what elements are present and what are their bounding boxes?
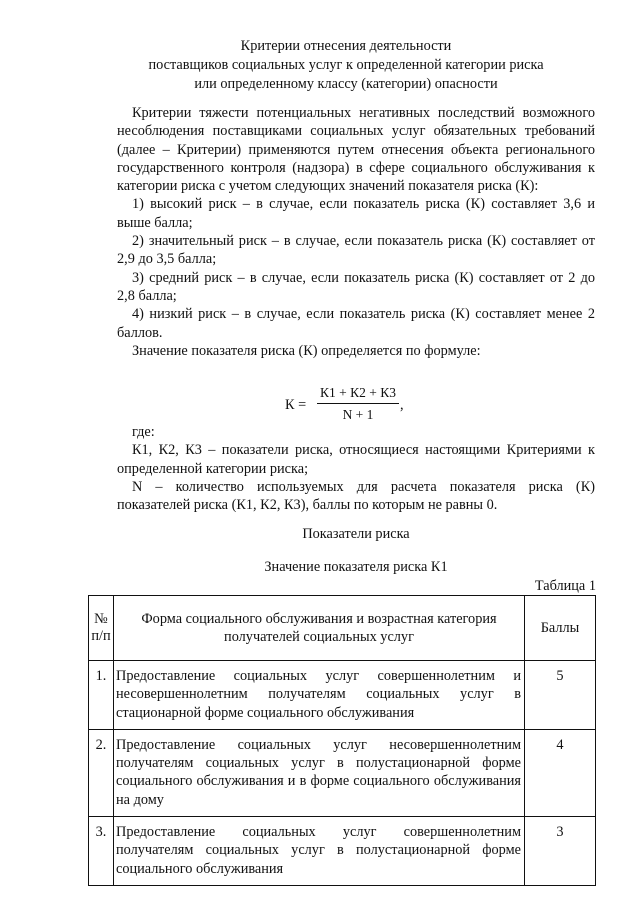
- formula-intro: Значение показателя риска (К) определяется по формуле:: [132, 342, 481, 359]
- title-line-3: или определенному классу (категории) опасности: [194, 76, 498, 92]
- header-number: № п/п: [89, 596, 114, 661]
- explanation-k: К1, К2, К3 – показатели риска, относящиеся настоящими Критериями к определенной категории риска;: [117, 442, 595, 477]
- formula-denominator: N + 1: [342, 407, 374, 422]
- risk-formula: [285, 384, 435, 424]
- table-row: [89, 661, 596, 730]
- risk-level-1: 1) высокий риск – в случае, если показатель риска (К) составляет 3,6 и выше балла;: [117, 196, 595, 231]
- header-score: Баллы: [525, 596, 596, 661]
- row-number: 2.: [89, 729, 114, 816]
- row-description: Предоставление социальных услуг совершеннолетним и несовершеннолетним получателям социальных услуг в стационарной форме социального обслуживания: [114, 661, 525, 730]
- explanation-n: N – количество используемых для расчета показателя риска (К) показателей риска (К1, К2, К3), баллы по которым не равны 0.: [117, 478, 595, 514]
- where-label: где:: [132, 424, 155, 440]
- formula-fraction-bar: [317, 403, 399, 404]
- row-number: 1.: [89, 661, 114, 730]
- table-header-row: [89, 596, 596, 661]
- risk-level-2: 2) значительный риск – в случае, если показатель риска (К) составляет от 2,9 до 3,5 балла;: [117, 233, 595, 268]
- row-number: 3.: [89, 817, 114, 886]
- row-score: 4: [525, 729, 596, 816]
- title-line-1: Критерии отнесения деятельности: [240, 38, 452, 54]
- row-description: Предоставление социальных услуг совершеннолетним получателям социальных услуг в полустационарной форме социального обслуживания: [114, 817, 525, 886]
- formula-numerator: К1 + К2 + К3: [320, 385, 396, 400]
- document-title: [96, 37, 596, 94]
- table-caption: Таблица 1: [534, 578, 596, 594]
- table-title: Значение показателя риска К1: [264, 559, 448, 575]
- title-line-2: поставщиков социальных услуг к определенной категории риска: [148, 57, 544, 73]
- table-row: [89, 817, 596, 886]
- intro-paragraph: Критерии тяжести потенциальных негативных последствий возможного несоблюдения поставщиками социальных услуг обязательных требований (далее – Критерии) применяются путем отнесения объекта регионального государственного контроля (надзора) в сфере социального обслуживания к категории риска с учетом следующих значений показателя риска (К):: [117, 105, 595, 195]
- formula-tail: ,: [400, 397, 404, 413]
- risk-level-3: 3) средний риск – в случае, если показатель риска (К) составляет от 2 до 2,8 балла;: [117, 269, 595, 304]
- section-title: Показатели риска: [302, 526, 410, 542]
- row-score: 3: [525, 817, 596, 886]
- header-form: Форма социального обслуживания и возрастная категория получателей социальных услуг: [114, 596, 525, 661]
- risk-level-4: 4) низкий риск – в случае, если показатель риска (К) составляет менее 2 баллов.: [117, 306, 595, 341]
- row-description: Предоставление социальных услуг несовершеннолетним получателям социальных услуг в полустационарной форме социального обслуживания и в форме социального обслуживания на дому: [114, 729, 525, 816]
- table-row: [89, 729, 596, 816]
- body-text: [117, 104, 595, 360]
- row-score: 5: [525, 661, 596, 730]
- risk-table: [88, 595, 596, 886]
- formula-explanation: [117, 423, 595, 514]
- formula-lhs: К =: [285, 397, 307, 413]
